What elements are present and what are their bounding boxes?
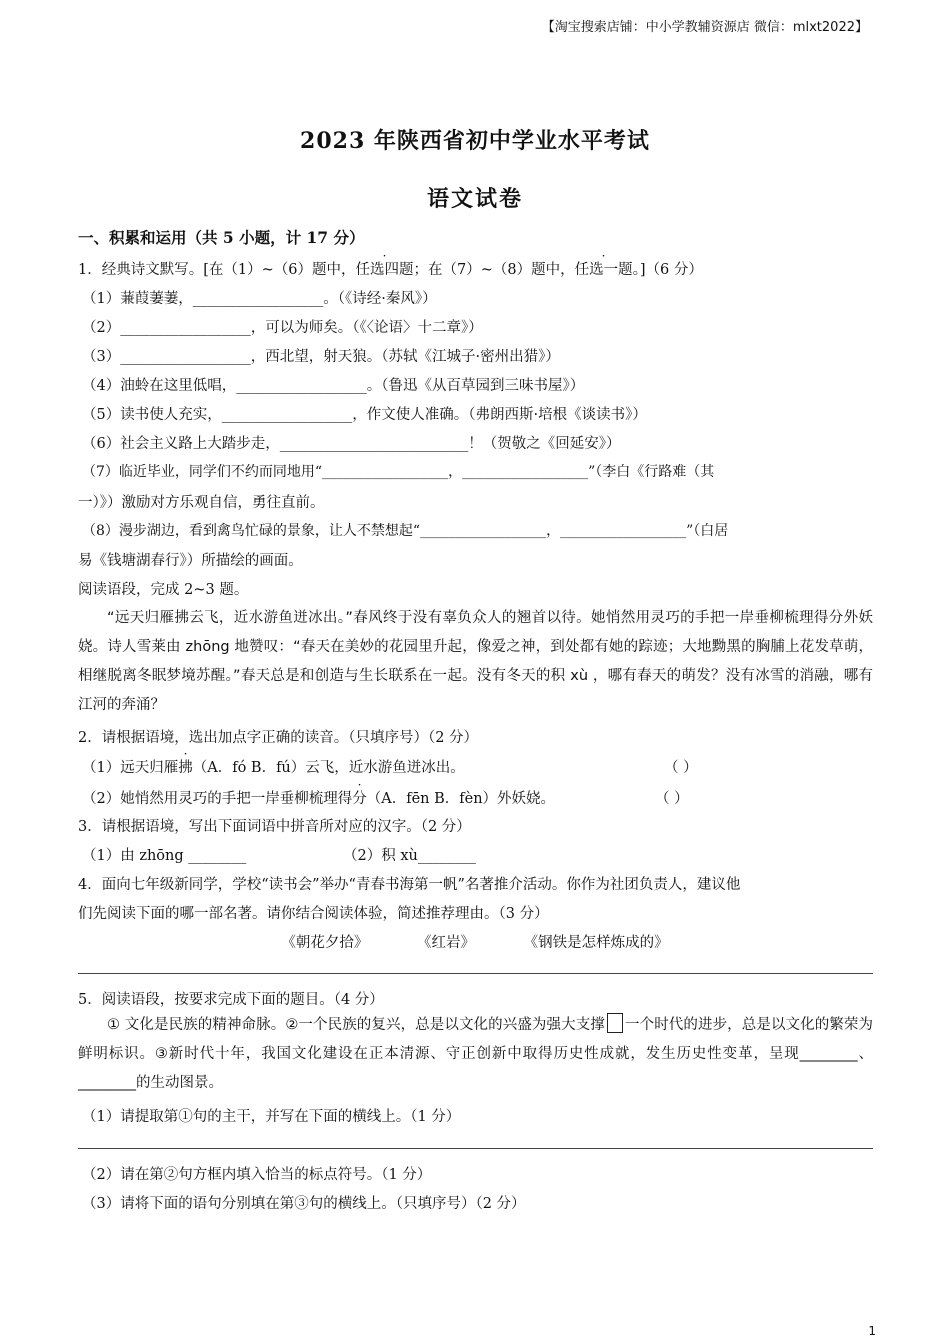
q5-stem: 5．阅读语段，按要求完成下面的题目。（4 分） [78,992,384,1008]
page-number: 1 [868,1324,876,1338]
answer-paren: （ ） [664,760,698,776]
emphasis-dot: 分 [352,791,367,807]
q1-item: （8）漫步湖边，看到禽鸟忙碌的景象，让人不禁想起“__________________，__________________”（白居 [82,523,729,539]
emphasis-dot: 分 [828,610,844,626]
punctuation-box[interactable] [607,1013,623,1033]
q1-item: （4）油蛉在这里低唱，__________________。（鲁迅《从百草园到三味书屋》） [82,378,585,394]
q1-item: （2）__________________，可以为师矣。（《〈论语〉十二章》） [82,320,483,336]
q1-item: （3）__________________，西北望，射天狼。（苏轼《江城子·密州出猎》） [82,349,560,365]
book-list [0,931,950,952]
emphasis-dots: 任选四题 [355,262,414,278]
q2-item: （2）她悄然用灵巧的手把一岸垂柳梳理得分（A．fēn B．fèn）外妖娆。 [82,791,556,807]
q5-sub: （3）请将下面的语句分别填在第③句的横线上。（只填序号）（2 分） [82,1196,526,1212]
reading-intro: 阅读语段，完成 2~3 题。 [78,582,249,598]
q1-stem: 1．经典诗文默写。[在（1）~（6）题中，任选四题；在（7）~（8）题中，任选一题。]（6 分） [78,262,703,278]
q5-sub: （1）请提取第①句的主干，并写在下面的横线上。（1 分） [82,1109,461,1125]
q1-item-cont: 易《钱塘湖春行》）所描绘的画面。 [78,553,303,569]
header-note: 【淘宝搜索店铺：中小学教辅资源店 微信：mlxt2022】 [541,20,868,35]
answer-line [78,1148,873,1149]
book-title: 《钢铁是怎样炼成的》 [523,935,669,951]
exam-title: 2023 年陕西省初中学业水平考试 [300,128,650,154]
q1-item-cont: 一）》）激励对方乐观自信，勇往直前。 [78,495,325,511]
reading-passage: “远天归雁拂云飞，近水游鱼迸冰出。”春风终于没有辜负众人的翘首以待。她悄然用灵巧的手把一岸垂柳梳理得分外妖娆。诗人雪莱由 zhōng 地赞叹：“春天在美妙的花园里升起，像爱之神，到处都有她的踪迹；大地黝黑的胸脯上花发草萌，相继脱离冬眠梦境苏醒。”春天总是和创造与生长联系在一起。没有冬天的积 xù ，哪有春天的萌发？没有冰雪的消融，哪有江河的奔涌？ [78,610,874,713]
answer-paren: （ ） [655,791,689,807]
q4-stem: 4．面向七年级新同学，学校“读书会”举办“青春书海第一帆”名著推介活动。你作为社团负责人，建议他 [78,877,741,893]
emphasis-dots: 任选一题 [574,262,633,278]
q2-item: （1）远天归雁拂（A．fó B．fú）云飞，近水游鱼迸冰出。 [82,760,465,776]
q1-item: （1）蒹葭萋萋，__________________。（《诗经·秦风》） [82,291,437,307]
book-title: 《朝花夕拾》 [281,935,369,951]
exam-subtitle: 语文试卷 [426,186,523,212]
q3-item: （2）积 xù________ [343,848,476,864]
section-heading: 一、积累和运用（共 5 小题，计 17 分） [78,228,365,247]
emphasis-dot: 拂 [174,610,190,626]
q5-passage: ① 文化是民族的精神命脉。②一个民族的复兴，总是以文化的兴盛为强大支撑 一个时代的进步，总是以文化的繁荣为鲜明标识。③新时代十年，我国文化建设在正本清源、守正创新中取得历史性成就，发生历史性变革，呈现________、________的生动图景。 [78,1011,873,1098]
q1-item: （7）临近毕业，同学们不约而同地用“__________________，__________________”（李白《行路难（其 [82,464,715,480]
book-title: 《红岩》 [417,935,475,951]
q3-item: （1）由 zhōng ________ [82,848,247,864]
q1-item: （5）读书使人充实，__________________，作文使人准确。（弗朗西斯·培根《谈读书》） [82,407,647,423]
q5-sub: （2）请在第②句方框内填入恰当的标点符号。（1 分） [82,1167,432,1183]
q3-stem: 3．请根据语境，写出下面词语中拼音所对应的汉字。（2 分） [78,819,471,835]
emphasis-dot: 拂 [178,760,193,776]
answer-line [78,973,873,974]
q1-item: （6）社会主义路上大踏步走，__________________________！（贺敬之《回延安》） [82,436,621,452]
q2-stem: 2．请根据语境，选出加点字正确的读音。（只填序号）（2 分） [78,730,479,746]
q4-stem-cont: 们先阅读下面的哪一部名著。请你结合阅读体验，简述推荐理由。（3 分） [78,906,549,922]
